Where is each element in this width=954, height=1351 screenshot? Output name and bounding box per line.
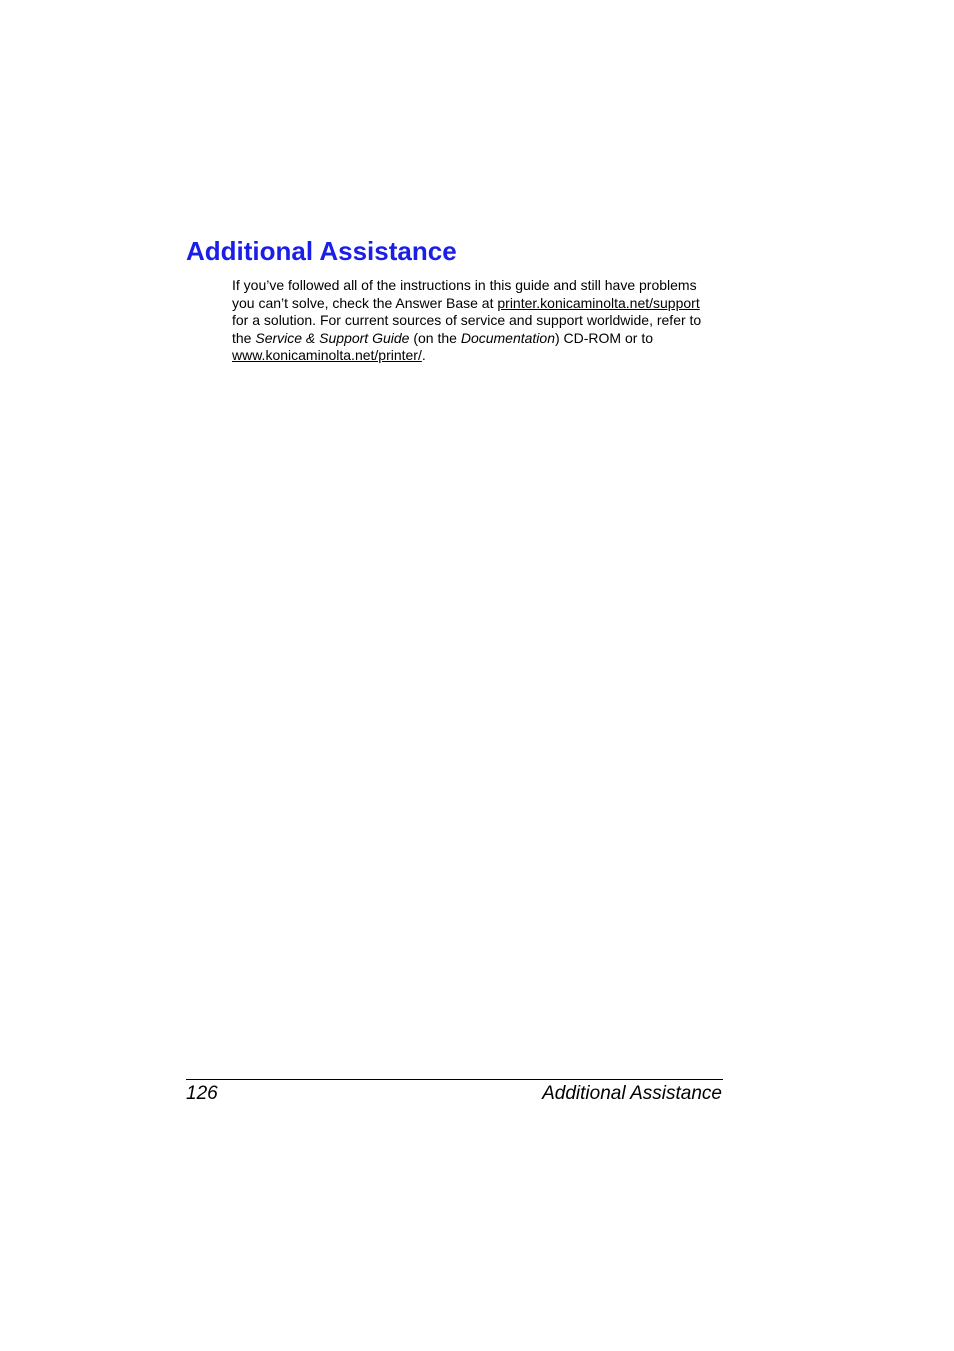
paragraph-line-5 (232, 347, 732, 365)
paragraph-line-4 (232, 330, 732, 348)
line-4-mid: (on the (409, 329, 461, 346)
footer-running-title: Additional Assistance (542, 1083, 722, 1104)
paragraph-line-1: If you’ve followed all of the instructions in this guide and still have problems (232, 277, 697, 293)
paragraph-line-3: for a solution. For current sources of service and support worldwide, refer to (232, 312, 702, 329)
line-4-prefix: the (232, 329, 256, 346)
line-4-suffix: ) CD-ROM or to (555, 329, 653, 346)
page-number: 126 (186, 1083, 218, 1104)
paragraph-line-2 (232, 295, 732, 313)
body-paragraph (232, 277, 732, 365)
section-heading: Additional Assistance (186, 236, 457, 266)
printer-link[interactable]: www.konicaminolta.net/printer/ (232, 347, 422, 364)
line-5-suffix: . (421, 347, 426, 364)
footer-divider (186, 1079, 723, 1080)
support-link[interactable]: printer.konicaminolta.net/support (497, 294, 700, 311)
answer-base-text: you can’t solve, check the Answer Base at (232, 294, 498, 311)
guide-title: Service & Support Guide (255, 329, 410, 346)
documentation-title: Documentation (460, 329, 555, 346)
